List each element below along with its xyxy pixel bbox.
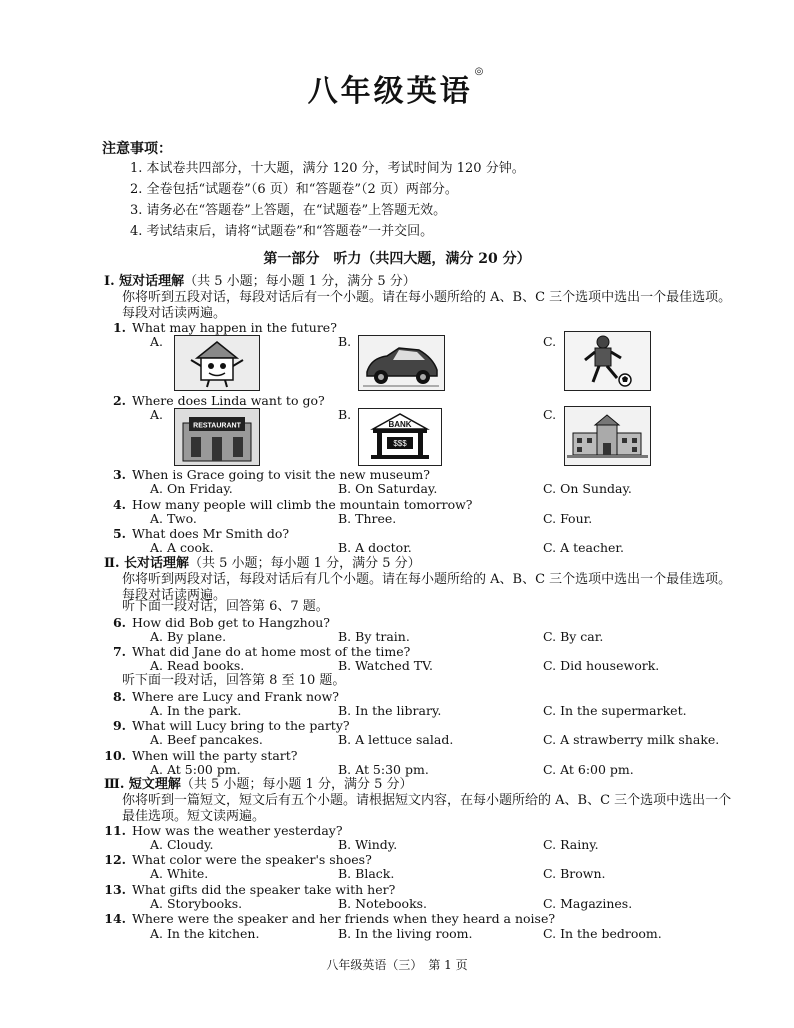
section-3-header <box>104 777 732 825</box>
part1-heading: 第一部分 听力（共四大题，满分 20 分） <box>263 251 531 267</box>
question-10: 10. When will the party start? <box>104 748 298 763</box>
section-title: Ⅲ. 短文理解（共 5 小题；每小题 1 分，满分 5 分） <box>104 777 413 792</box>
title-mark: ◎ <box>474 66 487 77</box>
robot-soccer-image <box>564 331 651 391</box>
q12-option-b: B. Black. <box>338 866 395 881</box>
q1-option-a: A. <box>150 334 164 349</box>
q7-option-a: A. Read books. <box>150 658 245 673</box>
question-12: 12. What color were the speaker's shoes? <box>104 852 372 867</box>
question-14: 14. Where were the speaker and her friends when they heard a noise? <box>104 911 556 926</box>
q5-option-b: B. A doctor. <box>338 540 412 555</box>
q14-option-b: B. In the living room. <box>338 926 473 941</box>
q12-option-c: C. Brown. <box>543 866 606 881</box>
question-11: 11. How was the weather yesterday? <box>104 823 343 838</box>
q2-option-a: A. <box>150 407 164 422</box>
q4-option-b: B. Three. <box>338 511 397 526</box>
note-item: 1. 本试卷共四部分，十大题，满分 120 分，考试时间为 120 分钟。 <box>130 161 525 176</box>
question-3: 3. When is Grace going to visit the new museum? <box>112 467 430 482</box>
q11-option-b: B. Windy. <box>338 837 398 852</box>
q5-option-c: C. A teacher. <box>543 540 624 555</box>
q6-option-a: A. By plane. <box>150 629 227 644</box>
page-title: 八年级英语◎ <box>307 66 487 109</box>
section-title: Ⅰ. 短对话理解（共 5 小题；每小题 1 分，满分 5 分） <box>104 274 416 289</box>
q10-option-b: B. At 5:30 pm. <box>338 762 429 777</box>
q14-option-a: A. In the kitchen. <box>150 926 260 941</box>
q6-option-c: C. By car. <box>543 629 604 644</box>
question-1: 1. What may happen in the future? <box>112 320 337 335</box>
q8-option-c: C. In the supermarket. <box>543 703 687 718</box>
q1-option-b: B. <box>338 334 352 349</box>
notes-list <box>130 158 525 242</box>
section-instructions: 你将听到两段对话，每段对话后有几个小题。请在每小题所给的 A、B、C 三个选项中选出一个最佳选项。每段对话读两遍。 <box>122 572 732 603</box>
question-4: 4. How many people will climb the mountain tomorrow? <box>112 497 473 512</box>
question-2: 2. Where does Linda want to go? <box>112 393 325 408</box>
note-item: 3. 请务必在“答题卷”上答题，在“试题卷”上答题无效。 <box>130 203 447 218</box>
q2-option-b: B. <box>338 407 352 422</box>
q4-option-c: C. Four. <box>543 511 593 526</box>
q13-option-b: B. Notebooks. <box>338 896 428 911</box>
q8-option-a: A. In the park. <box>150 703 242 718</box>
q13-option-c: C. Magazines. <box>543 896 633 911</box>
restaurant-sign: RESTAURANT <box>193 422 241 430</box>
bank-image <box>358 408 442 466</box>
q10-option-c: C. At 6:00 pm. <box>543 762 634 777</box>
q2-option-c: C. <box>543 407 557 422</box>
q3-option-c: C. On Sunday. <box>543 481 632 496</box>
bank-sign: BANK <box>388 420 412 429</box>
q13-option-a: A. Storybooks. <box>150 896 243 911</box>
q5-option-a: A. A cook. <box>150 540 214 555</box>
q11-option-c: C. Rainy. <box>543 837 599 852</box>
notes-heading: 注意事项： <box>102 141 172 157</box>
q3-option-a: A. On Friday. <box>150 481 233 496</box>
section-2-header <box>104 556 732 604</box>
q7-option-c: C. Did housework. <box>543 658 660 673</box>
section-title: Ⅱ. 长对话理解（共 5 小题；每小题 1 分，满分 5 分） <box>104 556 421 571</box>
dialogue-intro-8-10: 听下面一段对话，回答第 8 至 10 题。 <box>122 673 346 688</box>
question-9: 9. What will Lucy bring to the party? <box>112 718 350 733</box>
q12-option-a: A. White. <box>150 866 209 881</box>
note-item: 2. 全卷包括“试题卷”（6 页）和“答题卷”（2 页）两部分。 <box>130 182 458 197</box>
question-6: 6. How did Bob get to Hangzhou? <box>112 615 330 630</box>
house-character-image <box>174 335 260 391</box>
school-building-image <box>564 406 651 466</box>
question-8: 8. Where are Lucy and Frank now? <box>112 689 339 704</box>
q10-option-a: A. At 5:00 pm. <box>150 762 241 777</box>
q11-option-a: A. Cloudy. <box>150 837 214 852</box>
q1-option-c: C. <box>543 334 557 349</box>
q3-option-b: B. On Saturday. <box>338 481 438 496</box>
q9-option-b: B. A lettuce salad. <box>338 732 454 747</box>
page-footer: 八年级英语（三） 第 1 页 <box>326 958 468 972</box>
q4-option-a: A. Two. <box>150 511 197 526</box>
q9-option-c: C. A strawberry milk shake. <box>543 732 720 747</box>
q8-option-b: B. In the library. <box>338 703 442 718</box>
question-7: 7. What did Jane do at home most of the time? <box>112 644 411 659</box>
question-13: 13. What gifts did the speaker take with her? <box>104 882 396 897</box>
q9-option-a: A. Beef pancakes. <box>150 732 263 747</box>
question-5: 5. What does Mr Smith do? <box>112 526 290 541</box>
section-1-header <box>104 274 732 322</box>
section-instructions: 你将听到一篇短文，短文后有五个小题。请根据短文内容，在每小题所给的 A、B、C 三个选项中选出一个最佳选项。短文读两遍。 <box>122 793 732 824</box>
dialogue-intro-6-7: 听下面一段对话，回答第 6、7 题。 <box>122 599 329 614</box>
note-item: 4. 考试结束后，请将“试题卷”和“答题卷”一并交回。 <box>130 224 434 239</box>
q6-option-b: B. By train. <box>338 629 410 644</box>
q7-option-b: B. Watched TV. <box>338 658 433 673</box>
bank-money-sign: $$$ <box>393 439 407 448</box>
section-instructions: 你将听到五段对话，每段对话后有一个小题。请在每小题所给的 A、B、C 三个选项中选出一个最佳选项。每段对话读两遍。 <box>122 290 732 321</box>
q14-option-c: C. In the bedroom. <box>543 926 662 941</box>
car-image <box>358 335 445 391</box>
restaurant-image <box>174 408 260 466</box>
